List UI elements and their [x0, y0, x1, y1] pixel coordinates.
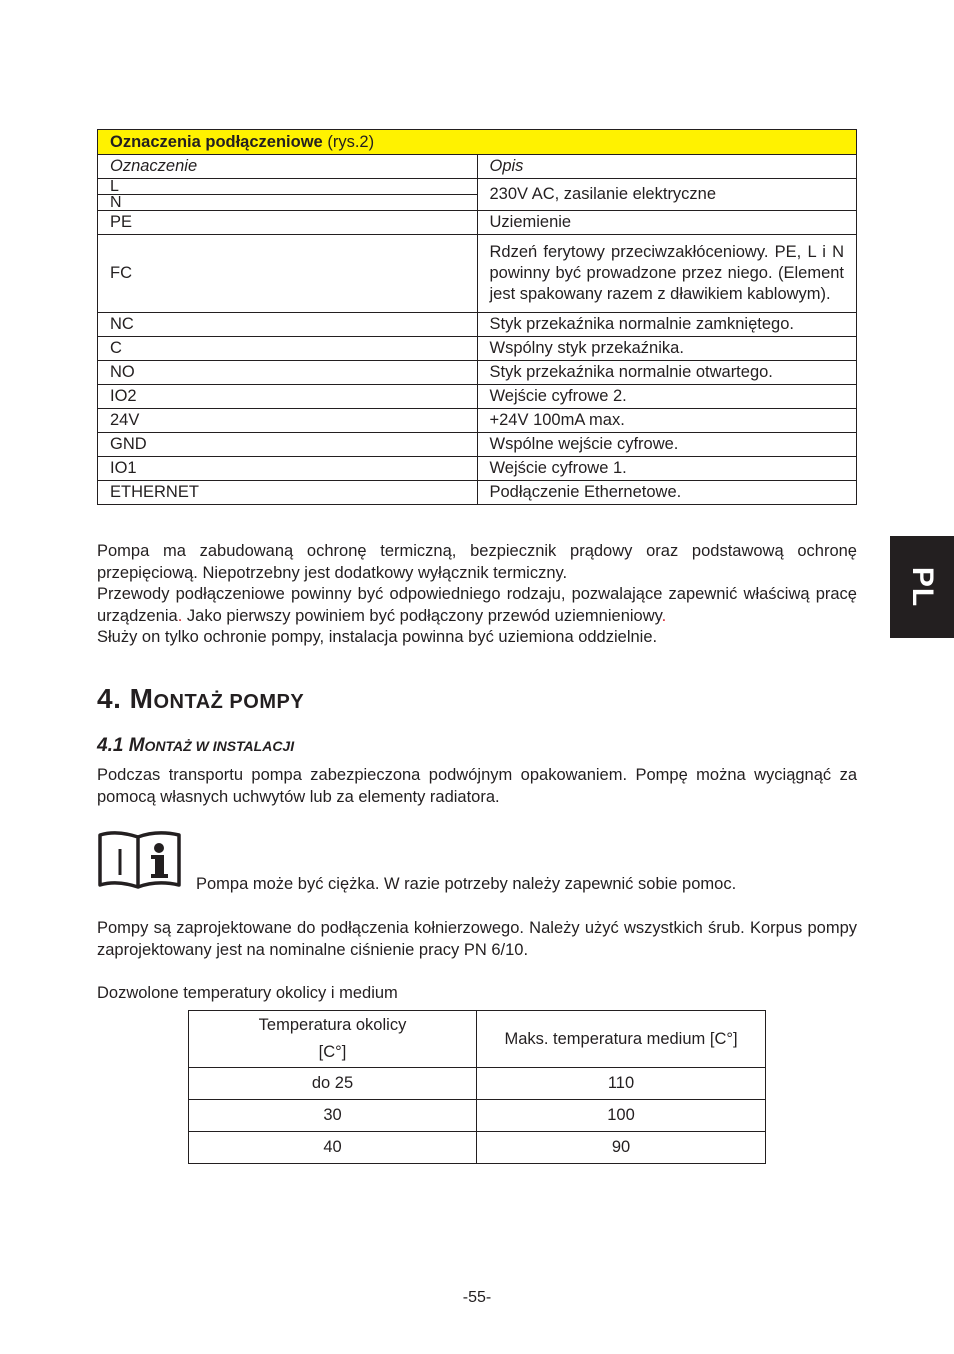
medium-cell: 110 — [477, 1068, 766, 1100]
column-header-description: Opis — [477, 155, 857, 179]
table-row — [189, 1100, 766, 1132]
table-row — [98, 337, 857, 361]
info-manual-icon — [97, 831, 183, 891]
thermal-protection-text: Pompa ma zabudowaną ochronę termiczną, bezpiecznik prądowy oraz podstawową ochronę przepięciową. Niepotrzebny jest dodatkowy wyłącznik termiczny. — [97, 542, 857, 582]
description-cell: Styk przekaźnika normalnie zamkniętego. — [477, 313, 857, 337]
table-row — [98, 481, 857, 505]
description-cell: Wspólny styk przekaźnika. — [477, 337, 857, 361]
description-cell: Wejście cyfrowe 1. — [477, 457, 857, 481]
ambient-cell: 40 — [189, 1132, 477, 1164]
description-cell: Wspólne wejście cyfrowe. — [477, 433, 857, 457]
designation-cell: IO2 — [98, 385, 478, 409]
table-title-row — [98, 130, 857, 155]
grounding-text: Służy on tylko ochronie pompy, instalacja powinna być uziemiona oddzielnie. — [97, 628, 658, 647]
table-row — [98, 211, 857, 235]
designation-cell: IO1 — [98, 457, 478, 481]
transport-paragraph: Podczas transportu pompa zabezpieczona podwójnym opakowaniem. Pompę można wyciągnąć za pomocą własnych uchwytów lub za elementy radiatora. — [97, 766, 857, 806]
designation-cell: C — [98, 337, 478, 361]
designation-cell: GND — [98, 433, 478, 457]
ambient-temperature-header: Temperatura okolicy [C°] — [189, 1011, 477, 1068]
table-row — [98, 409, 857, 433]
temperature-header-row — [189, 1011, 766, 1068]
table-header-row — [98, 155, 857, 179]
designation-cell: PE — [98, 211, 478, 235]
table-row — [98, 457, 857, 481]
ambient-cell: 30 — [189, 1100, 477, 1132]
table-row — [98, 433, 857, 457]
table-row — [98, 235, 857, 313]
temperature-table — [188, 1010, 766, 1164]
info-note: Pompa może być ciężka. W razie potrzeby należy zapewnić sobie pomoc. — [196, 875, 737, 893]
description-cell: 230V AC, zasilanie elektryczne — [477, 179, 857, 211]
designation-l: L — [98, 179, 477, 195]
designation-cell: FC — [98, 235, 478, 313]
table-row — [98, 385, 857, 409]
designation-cell: ETHERNET — [98, 481, 478, 505]
designation-cell — [98, 179, 478, 211]
language-tab-label: PL — [906, 566, 939, 608]
subsection-heading: 4.1 MONTAŻ W INSTALACJI — [97, 735, 295, 756]
ambient-cell: do 25 — [189, 1068, 477, 1100]
flange-paragraph: Pompy są zaprojektowane do podłączenia kołnierzowego. Należy użyć wszystkich śrub. Korpus pompy zaprojektowany jest na nominalne ciśnienie pracy PN 6/10. — [97, 919, 857, 959]
language-tab — [890, 536, 954, 638]
table-row — [189, 1132, 766, 1164]
wiring-text: Przewody podłączeniowe powinny być odpowiedniego rodzaju, pozwalające zapewnić właściwą pracę urządzenia. Jako pierwszy powiniem być podłączony przewód uziemnieniowy. — [97, 585, 857, 625]
section-heading: 4. MONTAŻ POMPY — [97, 683, 305, 714]
description-cell: Uziemienie — [477, 211, 857, 235]
designation-cell: NO — [98, 361, 478, 385]
description-cell: Podłączenie Ethernetowe. — [477, 481, 857, 505]
medium-temperature-header: Maks. temperatura medium [C°] — [477, 1011, 766, 1068]
description-cell: Rdzeń ferytowy przeciwzakłóceniowy. PE, L i N powinny być prowadzone przez niego. (Element jest spakowany razem z dławikiem kablowym). — [477, 235, 857, 313]
description-cell: +24V 100mA max. — [477, 409, 857, 433]
connection-designations-table — [97, 129, 857, 505]
description-cell: Wejście cyfrowe 2. — [477, 385, 857, 409]
table-row — [98, 313, 857, 337]
table-row — [98, 361, 857, 385]
medium-cell: 100 — [477, 1100, 766, 1132]
temperature-intro: Dozwolone temperatury okolicy i medium — [97, 984, 398, 1002]
table-title: Oznaczenia podłączeniowe (rys.2) — [98, 130, 857, 155]
protection-paragraph — [97, 541, 857, 649]
designation-n: N — [110, 194, 122, 211]
designation-cell: 24V — [98, 409, 478, 433]
description-cell: Styk przekaźnika normalnie otwartego. — [477, 361, 857, 385]
medium-cell: 90 — [477, 1132, 766, 1164]
designation-cell: NC — [98, 313, 478, 337]
column-header-designation: Oznaczenie — [98, 155, 478, 179]
page-number: -55- — [462, 1289, 492, 1306]
table-row — [189, 1068, 766, 1100]
table-row — [98, 179, 857, 211]
